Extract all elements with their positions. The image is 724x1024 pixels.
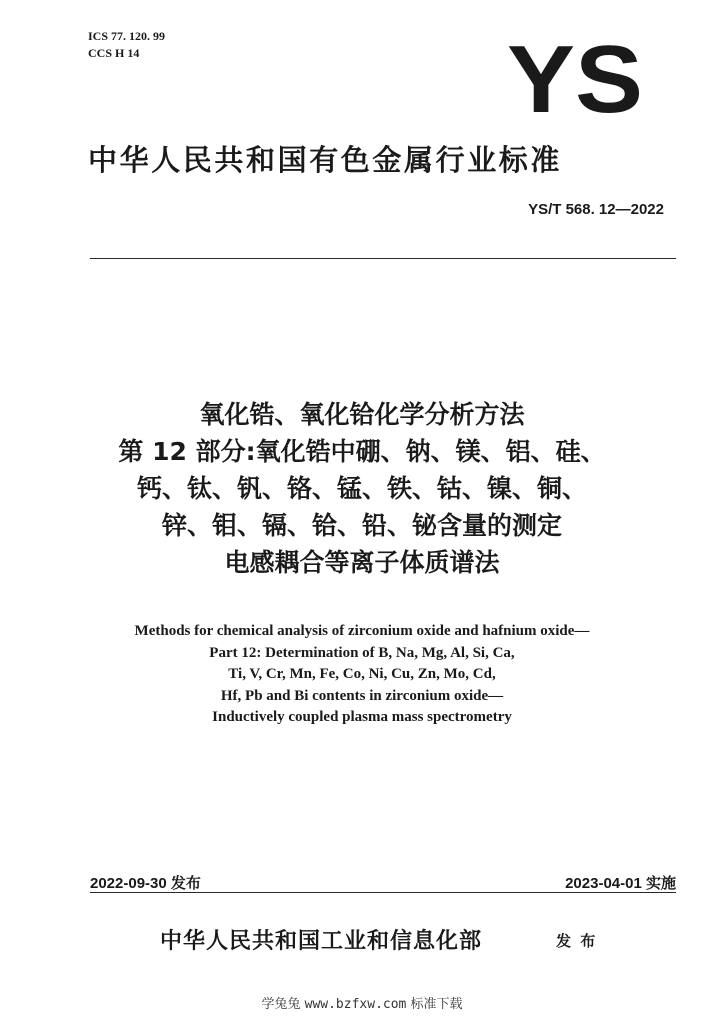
issue-label: 发 布	[556, 932, 598, 950]
bottom-divider	[90, 892, 676, 893]
footer-url[interactable]: www.bzfxw.com	[304, 997, 407, 1012]
ys-logo	[505, 40, 645, 120]
organization-title: 中华人民共和国有色金属行业标准	[88, 143, 563, 177]
english-title-line: Hf, Pb and Bi contents in zirconium oxide—	[220, 687, 504, 704]
footer-tagline: 标准下载	[410, 997, 463, 1012]
chinese-title-line: 锌、钼、镉、铪、铅、铋含量的测定	[161, 511, 562, 540]
chinese-title-line: 钙、钛、钒、铬、锰、铁、钴、镍、铜、	[136, 474, 587, 503]
issue-date: 2022-09-30 发布	[90, 875, 201, 892]
english-title-line: Methods for chemical analysis of zirconium oxide and hafnium oxide—	[134, 623, 590, 639]
english-title-line: Inductively coupled plasma mass spectrometry	[212, 709, 512, 725]
chinese-title	[0, 396, 724, 581]
top-divider	[90, 258, 676, 259]
english-title	[0, 621, 724, 729]
standard-number: YS/T 568. 12—2022	[528, 201, 664, 218]
ccs-code: CCS H 14	[88, 46, 140, 60]
chinese-title-line: 电感耦合等离子体质谱法	[224, 548, 500, 577]
english-title-line: Part 12: Determination of B, Na, Mg, Al, Si, Ca,	[209, 644, 515, 661]
footer-watermark	[0, 993, 724, 1012]
chinese-title-line: 氧化锆、氧化铪化学分析方法	[199, 400, 525, 429]
implementation-date: 2023-04-01 实施	[565, 875, 676, 892]
issuing-authority: 中华人民共和国工业和信息化部	[160, 928, 483, 954]
footer-site-name: 学兔兔	[261, 997, 301, 1012]
ys-logo-text: YS	[507, 40, 643, 120]
english-title-line: Ti, V, Cr, Mn, Fe, Co, Ni, Cu, Zn, Mo, Cd,	[228, 666, 496, 682]
classification-codes	[88, 28, 165, 62]
ics-code: ICS 77. 120. 99	[88, 29, 166, 43]
chinese-title-line: 第 12 部分:氧化锆中硼、钠、镁、铝、硅、	[118, 437, 606, 466]
